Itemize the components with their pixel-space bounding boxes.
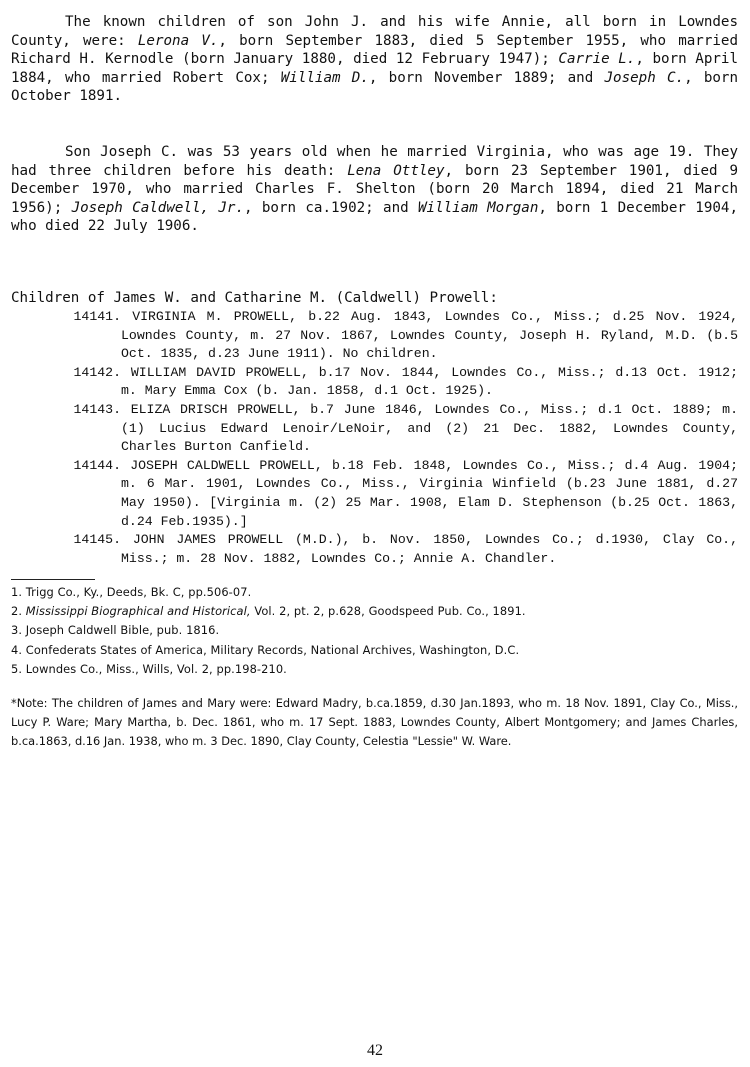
text-run: , born November 1889; and	[368, 69, 605, 86]
child-name-joseph-jr: Joseph Caldwell, Jr.	[71, 199, 245, 216]
child-name-joseph: Joseph C.	[604, 69, 685, 86]
text-run: , born September 1883, died 5 September 1955, who married Richard H. Kernodle (born January 1880, died 12 February 1947);	[11, 32, 738, 68]
paragraph-john-j-children	[11, 13, 738, 106]
footnote-1: 1. Trigg Co., Ky., Deeds, Bk. C, pp.506-07.	[11, 585, 252, 599]
child-name-lerona: Lerona V.	[137, 32, 219, 49]
entry-14144	[11, 457, 738, 531]
entry-text: JOSEPH CALDWELL PROWELL, b.18 Feb. 1848, Lowndes Co., Miss.; d.4 Aug. 1904; m. 6 Mar. 1901, Lowndes Co., Miss., Virginia Winfield (b.23 June 1881, d.27 May 1950). [Virginia m. (2) 25 Mar. 1908, Elam D. Stephenson (b.25 Oct. 1863, d.24 Feb.1935).]	[121, 457, 738, 529]
text-run: The known children of son John J. and his wife Annie, all born in Lowndes County, were:	[11, 14, 738, 49]
entry-text: ELIZA DRISCH PROWELL, b.7 June 1846, Lowndes Co., Miss.; d.1 Oct. 1889; m. (1) Lucius Edward Lenoir/LeNoir, and (2) 21 Dec. 1882, Lowndes County, Charles Burton Canfield.	[121, 401, 738, 455]
entry-14142	[11, 364, 738, 401]
child-name-carrie: Carrie L.	[558, 51, 636, 68]
entry-14143	[11, 401, 738, 457]
entry-number: 14144.	[73, 457, 121, 473]
child-name-lena: Lena Ottley	[347, 162, 445, 179]
entry-number: 14143.	[73, 401, 121, 417]
paragraph-joseph-c-children	[11, 143, 738, 236]
child-name-william: William D.	[280, 69, 369, 86]
footnote-divider	[11, 579, 95, 580]
text-run: Son Joseph C. was 53 years old when he married Virginia, who was age 19. They had three children before his death:	[11, 144, 738, 179]
entry-number: 14141.	[73, 309, 121, 324]
footnotes	[11, 583, 738, 679]
text-run: , born 1 December 1904, who died 22 July 1906.	[11, 199, 738, 235]
note-james-and-mary-children: *Note: The children of James and Mary were: Edward Madry, b.ca.1859, d.30 Jan.1893, who m. 18 Nov. 1891, Clay Co., Miss., Lucy P. Ware; Mary Martha, b. Dec. 1861, who m. 17 Sept. 1883, Lowndes County, Albert Montgomery; and James Charles, b.ca.1863, d.16 Jan. 1938, who m. 3 Dec. 1890, Clay County, Celestia "Lessie" W. Ware.	[11, 696, 738, 749]
footnote-2-title: Mississippi Biographical and Historical,	[25, 604, 251, 619]
entry-text: WILLIAM DAVID PROWELL, b.17 Nov. 1844, Lowndes Co., Miss.; d.13 Oct. 1912; m. Mary Emma Cox (b. Jan. 1858, d.1 Oct. 1925).	[121, 364, 738, 399]
genealogy-entries	[11, 308, 738, 568]
footnote-3: 3. Joseph Caldwell Bible, pub. 1816.	[11, 623, 220, 638]
page-number: 42	[367, 1042, 383, 1059]
child-name-william-morgan: William Morgan	[418, 199, 539, 216]
footnote-5: 5. Lowndes Co., Miss., Wills, Vol. 2, pp.198-210.	[11, 661, 287, 676]
entry-text: VIRGINIA M. PROWELL, b.22 Aug. 1843, Lowndes Co., Miss.; d.25 Nov. 1924, Lowndes County, m. 27 Nov. 1867, Lowndes County, Joseph H. Ryland, M.D. (b.5 Oct. 1835, d.23 June 1911). No children.	[121, 309, 738, 362]
text-run: , born October 1891.	[11, 69, 739, 105]
footnote-2: 2. Mississippi Biographical and Historical, Vol. 2, pt. 2, p.628, Goodspeed Pub. Co., 1891.	[11, 604, 526, 619]
children-heading: Children of James W. and Catharine M. (Caldwell) Prowell:	[11, 290, 498, 306]
entry-number: 14142.	[73, 364, 121, 380]
text-run: , born April 1884, who married Robert Cox;	[11, 51, 739, 86]
footnote-4: 4. Confederats States of America, Military Records, National Archives, Washington, D.C.	[11, 642, 520, 657]
entry-14145	[11, 531, 738, 568]
entry-text: JOHN JAMES PROWELL (M.D.), b. Nov. 1850, Lowndes Co.; d.1930, Clay Co., Miss.; m. 28 Nov. 1882, Lowndes Co.; Annie A. Chandler.	[121, 532, 738, 566]
entry-number: 14145.	[73, 532, 121, 548]
text-run: , born ca.1902; and	[244, 199, 418, 216]
entry-14141	[11, 308, 738, 364]
text-run: , born 23 September 1901, died 9 December 1970, who married Charles F. Shelton (born 20 March 1894, died 21 March 1956);	[11, 162, 738, 216]
